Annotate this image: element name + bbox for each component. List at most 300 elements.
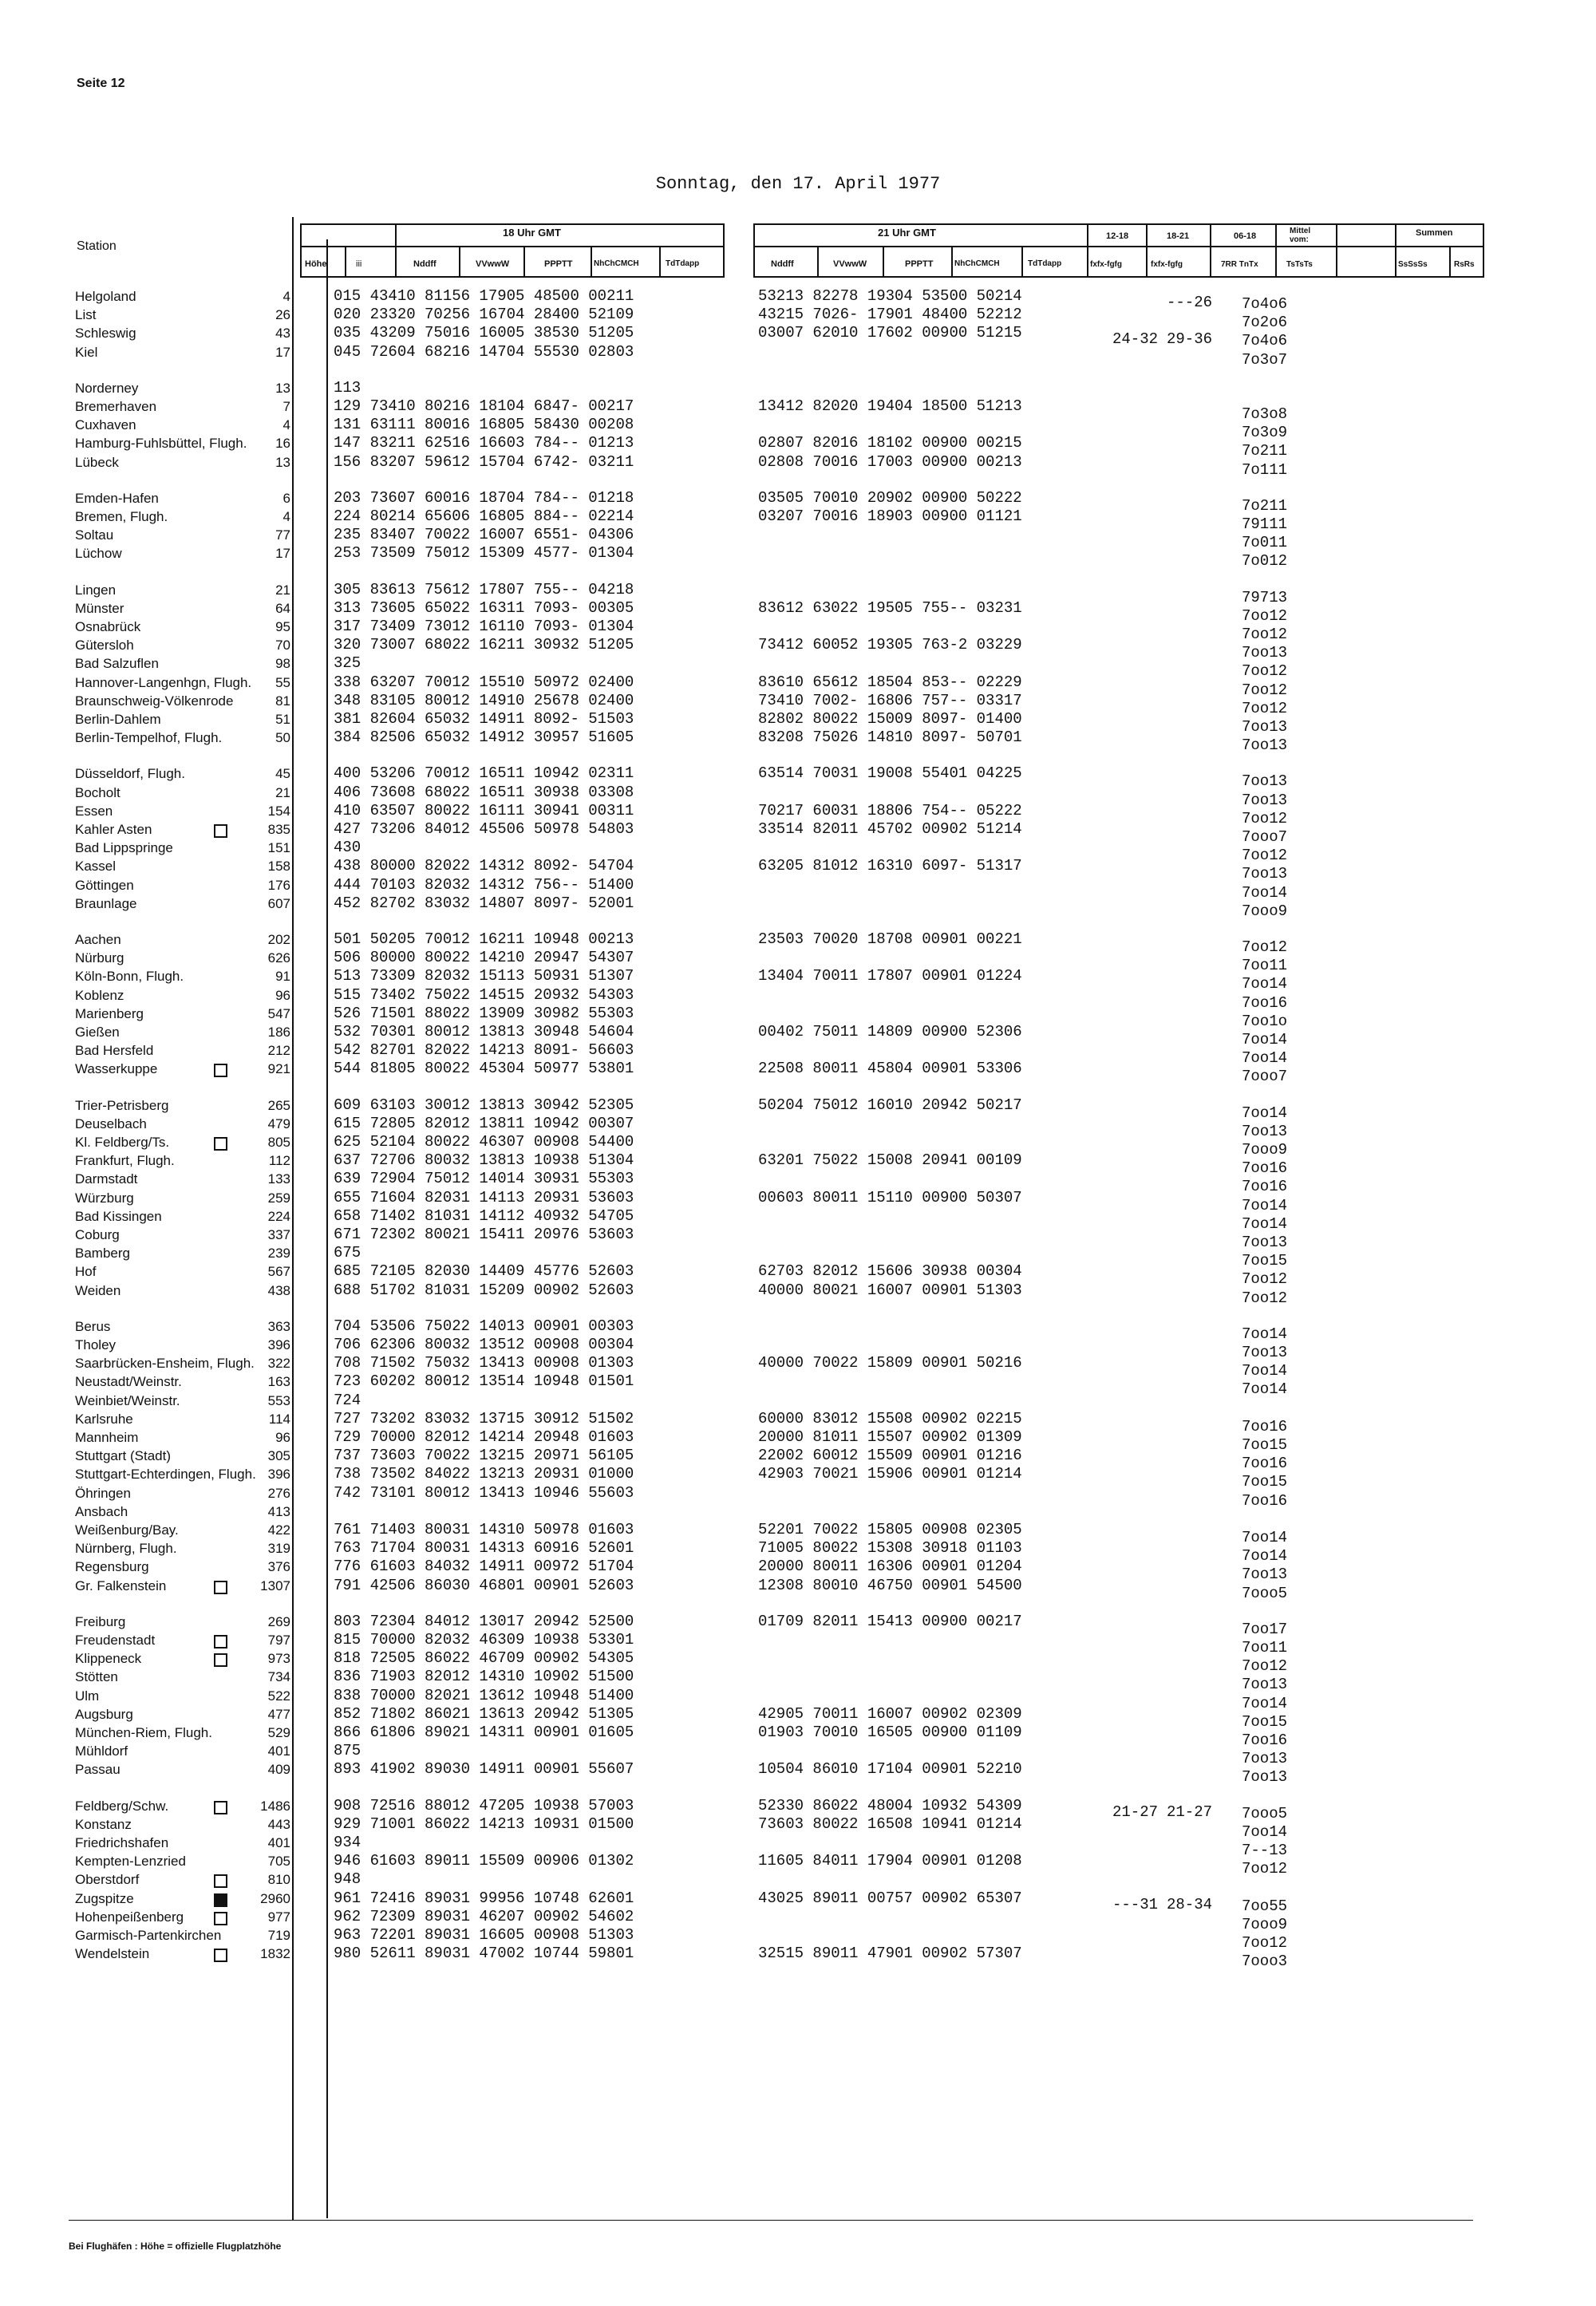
obs-21utc: 03207 70016 18903 00900 01121 [758, 507, 1022, 525]
obs-18utc: 338 63207 70012 15510 50972 02400 [334, 673, 634, 691]
precip-06-18: 7oo12 [1242, 662, 1288, 681]
station-name: Helgoland [75, 289, 136, 304]
obs-21utc: 43215 7026- 17901 48400 52212 [758, 306, 1022, 324]
station-name: Würzburg [75, 1190, 134, 1206]
station-name: Regensburg [75, 1559, 149, 1575]
header-station: Station [77, 239, 117, 253]
obs-18utc: 320 73007 68022 16211 30932 51205 [334, 636, 634, 654]
obs-21utc: 83612 63022 19505 755-- 03231 [758, 598, 1022, 617]
obs-18utc: 671 72302 80021 15411 20976 53603 [334, 1226, 634, 1243]
station-name: Kempten-Lenzried [75, 1854, 186, 1870]
obs-21utc: 01903 70010 16505 00900 01109 [758, 1724, 1022, 1741]
precip-06-18: 7oo12 [1242, 699, 1288, 717]
header-nddff-21: Nddff [771, 259, 794, 269]
station-height: 6 [282, 490, 290, 506]
station-name: Kassel [75, 859, 117, 875]
obs-21utc: 00603 80011 15110 00900 50307 [758, 1188, 1022, 1206]
header-vvwww-21: VVwwW [833, 259, 867, 269]
obs-18utc: 381 82604 65032 14911 8092- 51503 [334, 710, 634, 728]
report-date: Sonntag, den 17. April 1977 [655, 174, 941, 194]
station-height: 158 [267, 859, 290, 875]
precip-06-18: 7oo14 [1242, 975, 1288, 993]
station-height: 977 [267, 1909, 290, 1925]
station-name: Karlsruhe [75, 1411, 133, 1427]
header-rs: RsRs [1454, 260, 1475, 269]
obs-18utc: 235 83407 70022 16007 6551- 04306 [334, 526, 634, 544]
station-name: Emden-Hafen [75, 490, 159, 506]
station-name: Cuxhaven [75, 417, 136, 433]
precip-06-18: 7o2o6 [1242, 314, 1288, 332]
obs-18utc: 929 71001 86022 14213 10931 01500 [334, 1814, 634, 1833]
obs-18utc: 406 73608 68022 16511 30938 03308 [334, 783, 634, 801]
station-height: 13 [275, 380, 290, 396]
precip-06-18: 7o3o8 [1242, 405, 1288, 423]
station-name: Düsseldorf, Flugh. [75, 766, 185, 782]
header-06-18: 06-18 [1234, 231, 1257, 241]
station-name: Passau [75, 1762, 120, 1778]
obs-21utc: 11605 84011 17904 00901 01208 [758, 1852, 1022, 1870]
obs-21utc: 83610 65612 18504 853-- 02229 [758, 673, 1022, 691]
obs-18utc: 818 72505 86022 46709 00902 54305 [334, 1649, 634, 1668]
station-name: Klippeneck [75, 1651, 142, 1667]
station-height: 133 [267, 1171, 290, 1187]
station-name: Trier-Petrisberg [75, 1097, 169, 1113]
precip-06-18: 7oo17 [1242, 1620, 1288, 1638]
obs-18utc: 501 50205 70012 16211 10948 00213 [334, 930, 634, 948]
station-name: Bamberg [75, 1246, 130, 1262]
header-td-21: TdTdapp [1028, 259, 1062, 268]
precip-06-18: 7oo14 [1242, 1529, 1288, 1546]
obs-21utc: 83208 75026 14810 8097- 50701 [758, 729, 1022, 747]
station-height: 438 [267, 1282, 290, 1298]
station-name: Öhringen [75, 1485, 131, 1501]
station-name: Oberstdorf [75, 1872, 140, 1888]
station-name: Stuttgart (Stadt) [75, 1448, 171, 1464]
precip-06-18: 7oo13 [1242, 1122, 1288, 1140]
station-height: 1832 [260, 1946, 290, 1962]
station-height: 835 [267, 822, 290, 837]
obs-21utc: 50204 75012 16010 20942 50217 [758, 1096, 1022, 1114]
obs-21utc: 43025 89011 00757 00902 65307 [758, 1889, 1022, 1907]
obs-18utc: 742 73101 80012 13413 10946 55603 [334, 1483, 634, 1502]
station-name: Gr. Falkenstein [75, 1577, 167, 1593]
header-rr: 7RR TnTx [1221, 260, 1258, 269]
station-name: Göttingen [75, 877, 134, 893]
station-name: Coburg [75, 1227, 120, 1242]
obs-18utc: 737 73603 70022 13215 20971 56105 [334, 1447, 634, 1465]
station-height: 95 [275, 619, 290, 634]
precip-06-18: 7oo13 [1242, 1566, 1288, 1584]
station-name: Koblenz [75, 987, 124, 1003]
open-square-icon [214, 1137, 227, 1151]
precip-06-18: 7oo12 [1242, 681, 1288, 699]
precip-06-18: 7oo14 [1242, 1031, 1288, 1048]
precip-06-18: 7ooo5 [1242, 1584, 1288, 1602]
station-name: Berus [75, 1318, 111, 1334]
obs-18utc: 513 73309 82032 15113 50931 51307 [334, 967, 634, 985]
obs-21utc: 12308 80010 46750 00901 54500 [758, 1576, 1022, 1594]
obs-18utc: 625 52104 80022 46307 00908 54400 [334, 1133, 634, 1151]
filled-square-icon [214, 1893, 227, 1907]
obs-18utc: 723 60202 80012 13514 10948 01501 [334, 1372, 634, 1391]
obs-18utc: 962 72309 89031 46207 00902 54602 [334, 1907, 634, 1925]
obs-21utc: 13404 70011 17807 00901 01224 [758, 967, 1022, 985]
station-height: 4 [282, 509, 290, 524]
open-square-icon [214, 1874, 227, 1888]
obs-21utc: 03007 62010 17602 00900 51215 [758, 324, 1022, 342]
precip-06-18: 7oo16 [1242, 1178, 1288, 1196]
obs-18utc: 908 72516 88012 47205 10938 57003 [334, 1796, 634, 1814]
obs-18utc: 852 71802 86021 13613 20942 51305 [334, 1704, 634, 1723]
precip-06-18: 7oo13 [1242, 865, 1288, 883]
gust-12-18: ---31 [1112, 1895, 1159, 1913]
obs-18utc: 348 83105 80012 14910 25678 02400 [334, 691, 634, 709]
obs-18utc: 544 81805 80022 45304 50977 53801 [334, 1060, 634, 1078]
precip-06-18: 7oo13 [1242, 644, 1288, 662]
precip-06-18: 7oo14 [1242, 1049, 1288, 1068]
obs-21utc: 33514 82011 45702 00902 51214 [758, 820, 1022, 838]
precip-06-18: 7o012 [1242, 552, 1288, 571]
header-18gmt: 18 Uhr GMT [503, 227, 561, 239]
header-vvwww: VVwwW [476, 259, 510, 269]
obs-18utc: 791 42506 86030 46801 00901 52603 [334, 1576, 634, 1594]
station-height: 64 [275, 600, 290, 616]
precip-06-18: 7oo15 [1242, 1436, 1288, 1454]
station-name: Ulm [75, 1688, 100, 1704]
obs-18utc: 129 73410 80216 18104 6847- 00217 [334, 397, 634, 415]
station-height: 98 [275, 656, 290, 672]
precip-06-18: 7oo14 [1242, 1380, 1288, 1399]
open-square-icon [214, 1912, 227, 1925]
obs-21utc: 63201 75022 15008 20941 00109 [758, 1151, 1022, 1170]
obs-18utc: 506 80000 80022 14210 20947 54307 [334, 949, 634, 967]
obs-18utc: 639 72904 75012 14014 30931 55303 [334, 1170, 634, 1188]
station-height: 45 [275, 766, 290, 782]
precip-06-18: 7oo12 [1242, 847, 1288, 865]
station-height: 276 [267, 1485, 290, 1501]
precip-06-18: 7oo13 [1242, 1768, 1288, 1787]
station-name: Mühldorf [75, 1743, 128, 1759]
station-height: 553 [267, 1392, 290, 1408]
station-name: Weinbiet/Weinstr. [75, 1392, 180, 1408]
station-height: 17 [275, 344, 290, 360]
station-name: Soltau [75, 527, 114, 543]
obs-21utc: 02807 82016 18102 00900 00215 [758, 434, 1022, 452]
precip-06-18: 7oo12 [1242, 1934, 1288, 1952]
obs-18utc: 980 52611 89031 47002 10744 59801 [334, 1945, 634, 1963]
precip-06-18: 7oo14 [1242, 1104, 1288, 1122]
obs-18utc: 836 71903 82012 14310 10902 51500 [334, 1668, 634, 1686]
obs-18utc: 704 53506 75022 14013 00901 00303 [334, 1317, 634, 1335]
obs-18utc: 131 63111 80016 16805 58430 00208 [334, 416, 634, 434]
precip-06-18: 7ooo9 [1242, 902, 1288, 920]
station-height: 479 [267, 1115, 290, 1131]
obs-18utc: 761 71403 80031 14310 50978 01603 [334, 1521, 634, 1538]
station-name: Kahler Asten [75, 822, 152, 837]
obs-21utc: 82802 80022 15009 8097- 01400 [758, 710, 1022, 728]
station-height: 797 [267, 1633, 290, 1648]
obs-21utc: 20000 80011 16306 00901 01204 [758, 1558, 1022, 1576]
obs-18utc: 724 [334, 1391, 361, 1409]
precip-06-18: 7oo13 [1242, 791, 1288, 809]
station-height: 1307 [260, 1577, 290, 1593]
station-name: Bremerhaven [75, 399, 157, 414]
obs-18utc: 224 80214 65606 16805 884-- 02214 [334, 507, 634, 525]
header-mittel: Mittel vom: [1290, 227, 1311, 244]
station-name: Stötten [75, 1669, 118, 1685]
precip-06-18: 7oo1o [1242, 1012, 1288, 1030]
obs-18utc: 532 70301 80012 13813 30948 54604 [334, 1023, 634, 1040]
station-name: Marienberg [75, 1005, 144, 1021]
station-name: Berlin-Tempelhof, Flugh. [75, 730, 223, 746]
obs-18utc: 410 63507 80022 16111 30941 00311 [334, 801, 634, 819]
obs-18utc: 727 73202 83032 13715 30912 51502 [334, 1409, 634, 1427]
station-name: Gütersloh [75, 638, 134, 653]
station-name: Kl. Feldberg/Ts. [75, 1135, 170, 1150]
precip-06-18: 7oo16 [1242, 1417, 1288, 1435]
obs-18utc: 147 83211 62516 16603 784-- 01213 [334, 434, 634, 452]
station-height: 7 [282, 399, 290, 414]
obs-21utc: 22508 80011 45804 00901 53306 [758, 1060, 1022, 1078]
header-18-21: 18-21 [1167, 231, 1190, 241]
obs-18utc: 875 [334, 1742, 361, 1760]
precip-06-18: 7oo14 [1242, 1547, 1288, 1566]
gust-18-21: 21-27 [1167, 1803, 1213, 1821]
precip-06-18: 79713 [1242, 588, 1288, 606]
station-name: Tholey [75, 1337, 117, 1352]
precip-06-18: 7o211 [1242, 496, 1288, 515]
station-height: 96 [275, 987, 290, 1003]
station-name: Schleswig [75, 326, 136, 342]
obs-21utc: 13412 82020 19404 18500 51213 [758, 397, 1022, 415]
obs-21utc: 73412 60052 19305 763-2 03229 [758, 636, 1022, 654]
station-name: Deuselbach [75, 1115, 147, 1131]
station-name: Köln-Bonn, Flugh. [75, 969, 184, 985]
precip-06-18: 7ooo9 [1242, 1915, 1288, 1933]
station-height: 396 [267, 1337, 290, 1352]
station-height: 396 [267, 1467, 290, 1483]
obs-21utc: 01709 82011 15413 00900 00217 [758, 1612, 1022, 1630]
obs-21utc: 00402 75011 14809 00900 52306 [758, 1023, 1022, 1040]
open-square-icon [214, 1064, 227, 1077]
station-name: Mannheim [75, 1430, 139, 1445]
station-height: 17 [275, 546, 290, 562]
station-name: Bocholt [75, 784, 120, 800]
obs-18utc: 384 82506 65032 14912 30957 51605 [334, 729, 634, 747]
header-ppptt: PPPTT [544, 259, 573, 269]
station-height: 212 [267, 1043, 290, 1059]
station-height: 547 [267, 1005, 290, 1021]
station-height: 13 [275, 454, 290, 470]
open-square-icon [214, 824, 227, 838]
gust-18-21: 29-36 [1167, 330, 1213, 349]
obs-21utc: 63514 70031 19008 55401 04225 [758, 764, 1022, 783]
station-name: Hohenpeißenberg [75, 1909, 184, 1925]
station-height: 96 [275, 1430, 290, 1445]
header-nh: NhChCMCH [594, 259, 639, 268]
obs-18utc: 313 73605 65022 16311 7093- 00305 [334, 598, 634, 617]
precip-06-18: 7oo14 [1242, 883, 1288, 902]
obs-18utc: 317 73409 73012 16110 7093- 01304 [334, 618, 634, 635]
obs-18utc: 729 70000 82012 14214 20948 01603 [334, 1428, 634, 1446]
obs-18utc: 400 53206 70012 16511 10942 02311 [334, 764, 634, 783]
open-square-icon [214, 1801, 227, 1814]
obs-21utc: 02808 70016 17003 00900 00213 [758, 452, 1022, 471]
station-height: 337 [267, 1227, 290, 1242]
obs-18utc: 430 [334, 839, 361, 857]
obs-21utc: 03505 70010 20902 00900 50222 [758, 488, 1022, 507]
obs-18utc: 609 63103 30012 13813 30942 52305 [334, 1096, 634, 1114]
obs-18utc: 963 72201 89031 16605 00908 51303 [334, 1926, 634, 1944]
precip-06-18: 7oo12 [1242, 938, 1288, 956]
station-name: List [75, 307, 97, 323]
header-21gmt: 21 Uhr GMT [878, 227, 936, 239]
station-height: 719 [267, 1928, 290, 1943]
station-height: 443 [267, 1816, 290, 1832]
precip-06-18: 7oo16 [1242, 1731, 1288, 1749]
header-summen: Summen [1416, 228, 1453, 238]
obs-21utc: 73603 80022 16508 10941 01214 [758, 1814, 1022, 1833]
open-square-icon [214, 1653, 227, 1667]
station-height: 50 [275, 730, 290, 746]
obs-18utc: 020 23320 70256 16704 28400 52109 [334, 306, 634, 324]
open-square-icon [214, 1949, 227, 1962]
station-height: 401 [267, 1835, 290, 1850]
station-name: Osnabrück [75, 619, 141, 634]
station-name: Saarbrücken-Ensheim, Flugh. [75, 1356, 255, 1372]
obs-18utc: 637 72706 80032 13813 10938 51304 [334, 1151, 634, 1170]
station-height: 70 [275, 638, 290, 653]
station-height: 51 [275, 712, 290, 727]
gust-12-18: 21-27 [1112, 1803, 1159, 1821]
station-height: 21 [275, 582, 290, 598]
station-height: 91 [275, 969, 290, 985]
precip-06-18: 7oo14 [1242, 1694, 1288, 1712]
obs-18utc: 305 83613 75612 17807 755-- 04218 [334, 580, 634, 598]
precip-06-18: 7oo55 [1242, 1897, 1288, 1915]
obs-21utc: 52201 70022 15805 00908 02305 [758, 1521, 1022, 1538]
station-height: 322 [267, 1356, 290, 1372]
gust-18-21: 28-34 [1167, 1895, 1213, 1913]
station-name: Essen [75, 803, 113, 819]
obs-21utc: 40000 70022 15809 00901 50216 [758, 1354, 1022, 1372]
station-height: 151 [267, 840, 290, 856]
station-height: 921 [267, 1061, 290, 1077]
precip-06-18: 7oo12 [1242, 1270, 1288, 1289]
obs-18utc: 685 72105 82030 14409 45776 52603 [334, 1262, 634, 1281]
station-name: Garmisch-Partenkirchen [75, 1928, 222, 1943]
header-ss: SsSsSs [1398, 260, 1428, 269]
obs-18utc: 706 62306 80032 13512 00908 00304 [334, 1336, 634, 1353]
header-fx1: fxfx-fgfg [1090, 260, 1122, 269]
station-name: Aachen [75, 932, 121, 947]
station-height: 973 [267, 1651, 290, 1667]
obs-18utc: 325 [334, 654, 361, 673]
station-name: Lingen [75, 582, 117, 598]
station-height: 259 [267, 1190, 290, 1206]
precip-06-18: 7oo11 [1242, 957, 1288, 975]
obs-18utc: 658 71402 81031 14112 40932 54705 [334, 1206, 634, 1225]
header-ts: TsTsTs [1286, 260, 1313, 269]
station-name: Kiel [75, 344, 98, 360]
station-name: Frankfurt, Flugh. [75, 1153, 175, 1169]
obs-18utc: 655 71604 82031 14113 20931 53603 [334, 1188, 634, 1206]
station-height: 43 [275, 326, 290, 342]
precip-06-18: 7oo13 [1242, 1750, 1288, 1768]
precip-06-18: 7ooo7 [1242, 1068, 1288, 1086]
station-name: Weißenburg/Bay. [75, 1522, 179, 1538]
precip-06-18: 7oo16 [1242, 1455, 1288, 1473]
obs-21utc: 32515 89011 47901 00902 57307 [758, 1945, 1022, 1963]
station-name: Bad Lippspringe [75, 840, 173, 856]
station-name: Nürnberg, Flugh. [75, 1541, 177, 1557]
obs-21utc: 60000 83012 15508 00902 02215 [758, 1409, 1022, 1427]
obs-21utc: 22002 60012 15509 00901 01216 [758, 1447, 1022, 1465]
obs-18utc: 253 73509 75012 15309 4577- 01304 [334, 544, 634, 563]
station-name: Münster [75, 600, 124, 616]
station-height: 21 [275, 784, 290, 800]
station-name: Wasserkuppe [75, 1061, 158, 1077]
precip-06-18: 7o211 [1242, 442, 1288, 460]
station-height: 163 [267, 1374, 290, 1390]
precip-06-18: 7ooo9 [1242, 1141, 1288, 1159]
station-height: 626 [267, 950, 290, 966]
obs-21utc: 42905 70011 16007 00902 02309 [758, 1704, 1022, 1723]
precip-06-18: 7oo16 [1242, 1159, 1288, 1178]
station-name: Nürburg [75, 950, 124, 966]
station-name: Bad Hersfeld [75, 1043, 154, 1059]
station-height: 409 [267, 1762, 290, 1778]
station-name: Ansbach [75, 1503, 128, 1519]
obs-18utc: 035 43209 75016 16005 38530 51205 [334, 324, 634, 342]
station-name: Konstanz [75, 1816, 132, 1832]
station-height: 567 [267, 1264, 290, 1280]
obs-18utc: 113 [334, 378, 361, 397]
obs-18utc: 708 71502 75032 13413 00908 01303 [334, 1354, 634, 1372]
precip-06-18: 7oo12 [1242, 626, 1288, 643]
station-height: 734 [267, 1669, 290, 1685]
station-name: Bremen, Flugh. [75, 509, 168, 524]
precip-06-18: 7ooo7 [1242, 828, 1288, 846]
station-name: Bad Salzuflen [75, 656, 159, 672]
obs-18utc: 866 61806 89021 14311 00901 01605 [334, 1724, 634, 1741]
obs-18utc: 045 72604 68216 14704 55530 02803 [334, 342, 634, 361]
obs-21utc: 71005 80022 15308 30918 01103 [758, 1539, 1022, 1558]
station-height: 805 [267, 1135, 290, 1150]
station-name: München-Riem, Flugh. [75, 1725, 212, 1740]
station-height: 477 [267, 1706, 290, 1722]
obs-18utc: 452 82702 83032 14807 8097- 52001 [334, 894, 634, 912]
precip-06-18: 7ooo5 [1242, 1804, 1288, 1822]
station-height: 422 [267, 1522, 290, 1538]
obs-18utc: 526 71501 88022 13909 30982 55303 [334, 1004, 634, 1022]
station-height: 269 [267, 1613, 290, 1629]
header-iii: iii [356, 259, 362, 269]
precip-06-18: 7oo13 [1242, 772, 1288, 791]
page-number: Seite 12 [77, 77, 125, 90]
header-hoehe: Höhe [305, 259, 327, 269]
station-name: Berlin-Dahlem [75, 712, 161, 727]
gust-12-18: 24-32 [1112, 330, 1159, 349]
station-name: Freiburg [75, 1613, 126, 1629]
precip-06-18: 7oo13 [1242, 736, 1288, 755]
obs-21utc: 23503 70020 18708 00901 00221 [758, 930, 1022, 948]
header-12-18: 12-18 [1106, 231, 1129, 241]
precip-06-18: 7o4o6 [1242, 295, 1288, 313]
precip-06-18: 7oo12 [1242, 1860, 1288, 1878]
open-square-icon [214, 1581, 227, 1594]
station-height: 4 [282, 417, 290, 433]
